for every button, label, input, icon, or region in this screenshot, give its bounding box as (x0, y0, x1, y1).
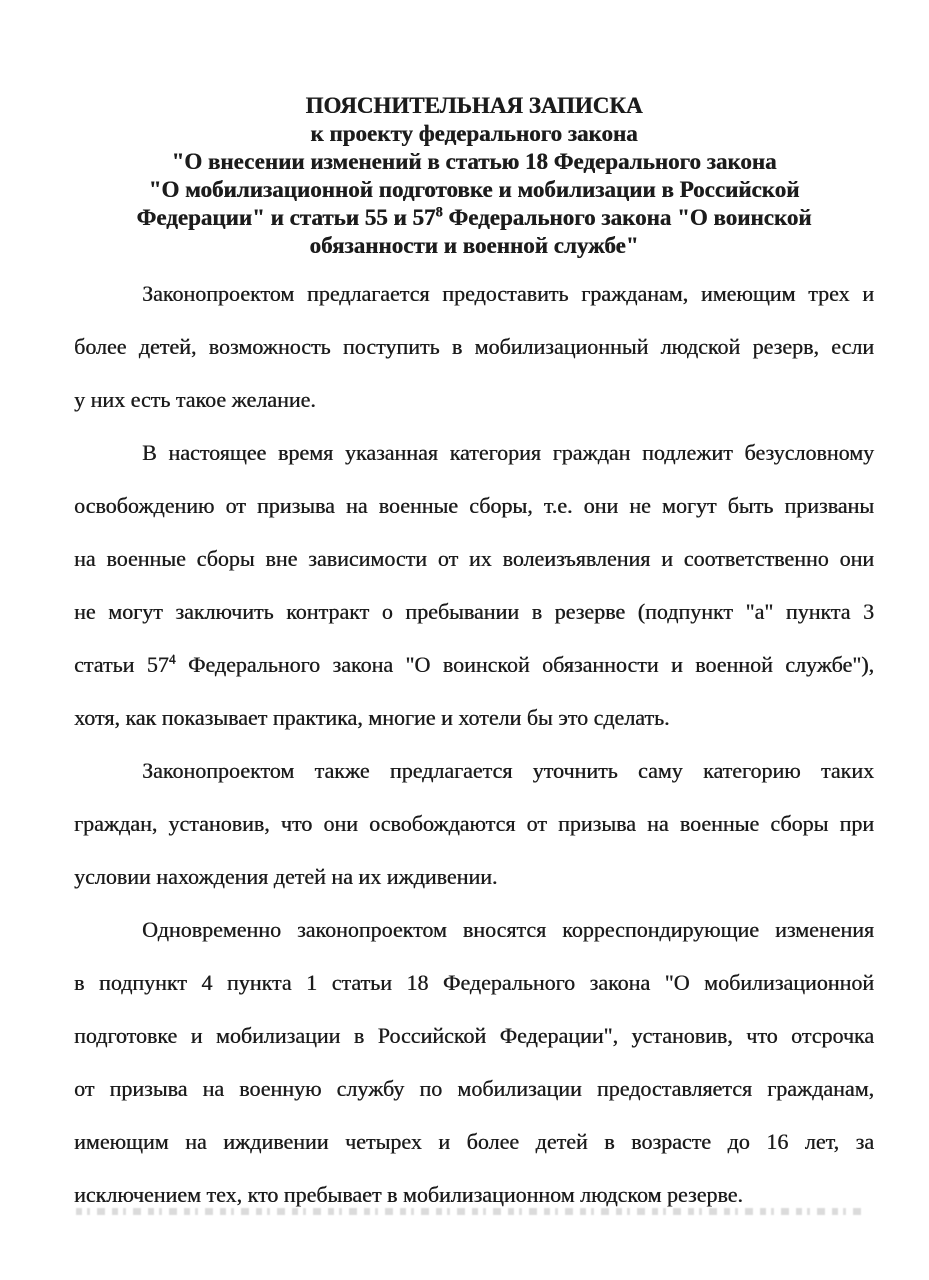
p4-line-6: исключением тех, кто пребывает в мобилизационном людском резерве. (74, 1182, 743, 1207)
title-line-3: "О внесении изменений в статью 18 Федерального закона (171, 149, 777, 174)
p2-line-5 (74, 638, 874, 691)
title-line-6: обязанности и военной службе" (309, 233, 639, 258)
paragraph-3 (74, 744, 874, 903)
p4-line-3: подготовке и мобилизации в Российской Федерации", установив, что отсрочка (74, 1023, 874, 1048)
scan-ghost-line-artifact (76, 1208, 868, 1215)
title-line-5-tail: Федерального закона "О воинской (442, 205, 812, 230)
p2-line-5-tail: Федерального закона "О воинской обязанности и военной службе"), (175, 652, 875, 677)
p4-line-1: Одновременно законопроектом вносятся корреспондирующие изменения (142, 917, 874, 942)
title-line-2: к проекту федерального закона (310, 121, 638, 146)
p2-line-1: В настоящее время указанная категория граждан подлежит безусловному (142, 440, 874, 465)
document-title (74, 92, 874, 260)
document-body (74, 267, 874, 1221)
title-line-4: "О мобилизационной подготовке и мобилизации в Российской (148, 177, 800, 202)
p2-line-6: хотя, как показывает практика, многие и хотели бы это сделать. (74, 705, 670, 730)
paragraph-2 (74, 426, 874, 744)
p1-line-2: более детей, возможность поступить в мобилизационный людской резерв, если (74, 334, 874, 359)
p4-line-2: в подпункт 4 пункта 1 статьи 18 Федерального закона "О мобилизационной (74, 970, 874, 995)
paragraph-4 (74, 903, 874, 1221)
p3-line-3: условии нахождения детей на их иждивении. (74, 864, 498, 889)
superscript-8: 8 (435, 204, 443, 221)
title-line-5-text: Федерации" и статьи 55 и 57 (136, 205, 436, 230)
title-line-1: ПОЯСНИТЕЛЬНАЯ ЗАПИСКА (305, 93, 643, 118)
superscript-4: 4 (168, 651, 176, 667)
p2-line-5-text: статьи 57 (74, 652, 169, 677)
p4-line-4: от призыва на военную службу по мобилизации предоставляется гражданам, (74, 1076, 874, 1101)
p2-line-4: не могут заключить контракт о пребывании в резерве (подпункт "а" пункта 3 (74, 599, 874, 624)
title-line-5 (74, 204, 874, 232)
p4-line-5: имеющим на иждивении четырех и более детей в возрасте до 16 лет, за (74, 1129, 874, 1154)
paragraph-1 (74, 267, 874, 426)
p2-line-2: освобождению от призыва на военные сборы, т.е. они не могут быть призваны (74, 493, 874, 518)
p2-line-3: на военные сборы вне зависимости от их волеизъявления и соответственно они (74, 546, 874, 571)
p3-line-2: граждан, установив, что они освобождаются от призыва на военные сборы при (74, 811, 874, 836)
p3-line-1: Законопроектом также предлагается уточнить саму категорию таких (142, 758, 874, 783)
p1-line-3: у них есть такое желание. (74, 387, 316, 412)
p1-line-1: Законопроектом предлагается предоставить гражданам, имеющим трех и (142, 281, 874, 306)
